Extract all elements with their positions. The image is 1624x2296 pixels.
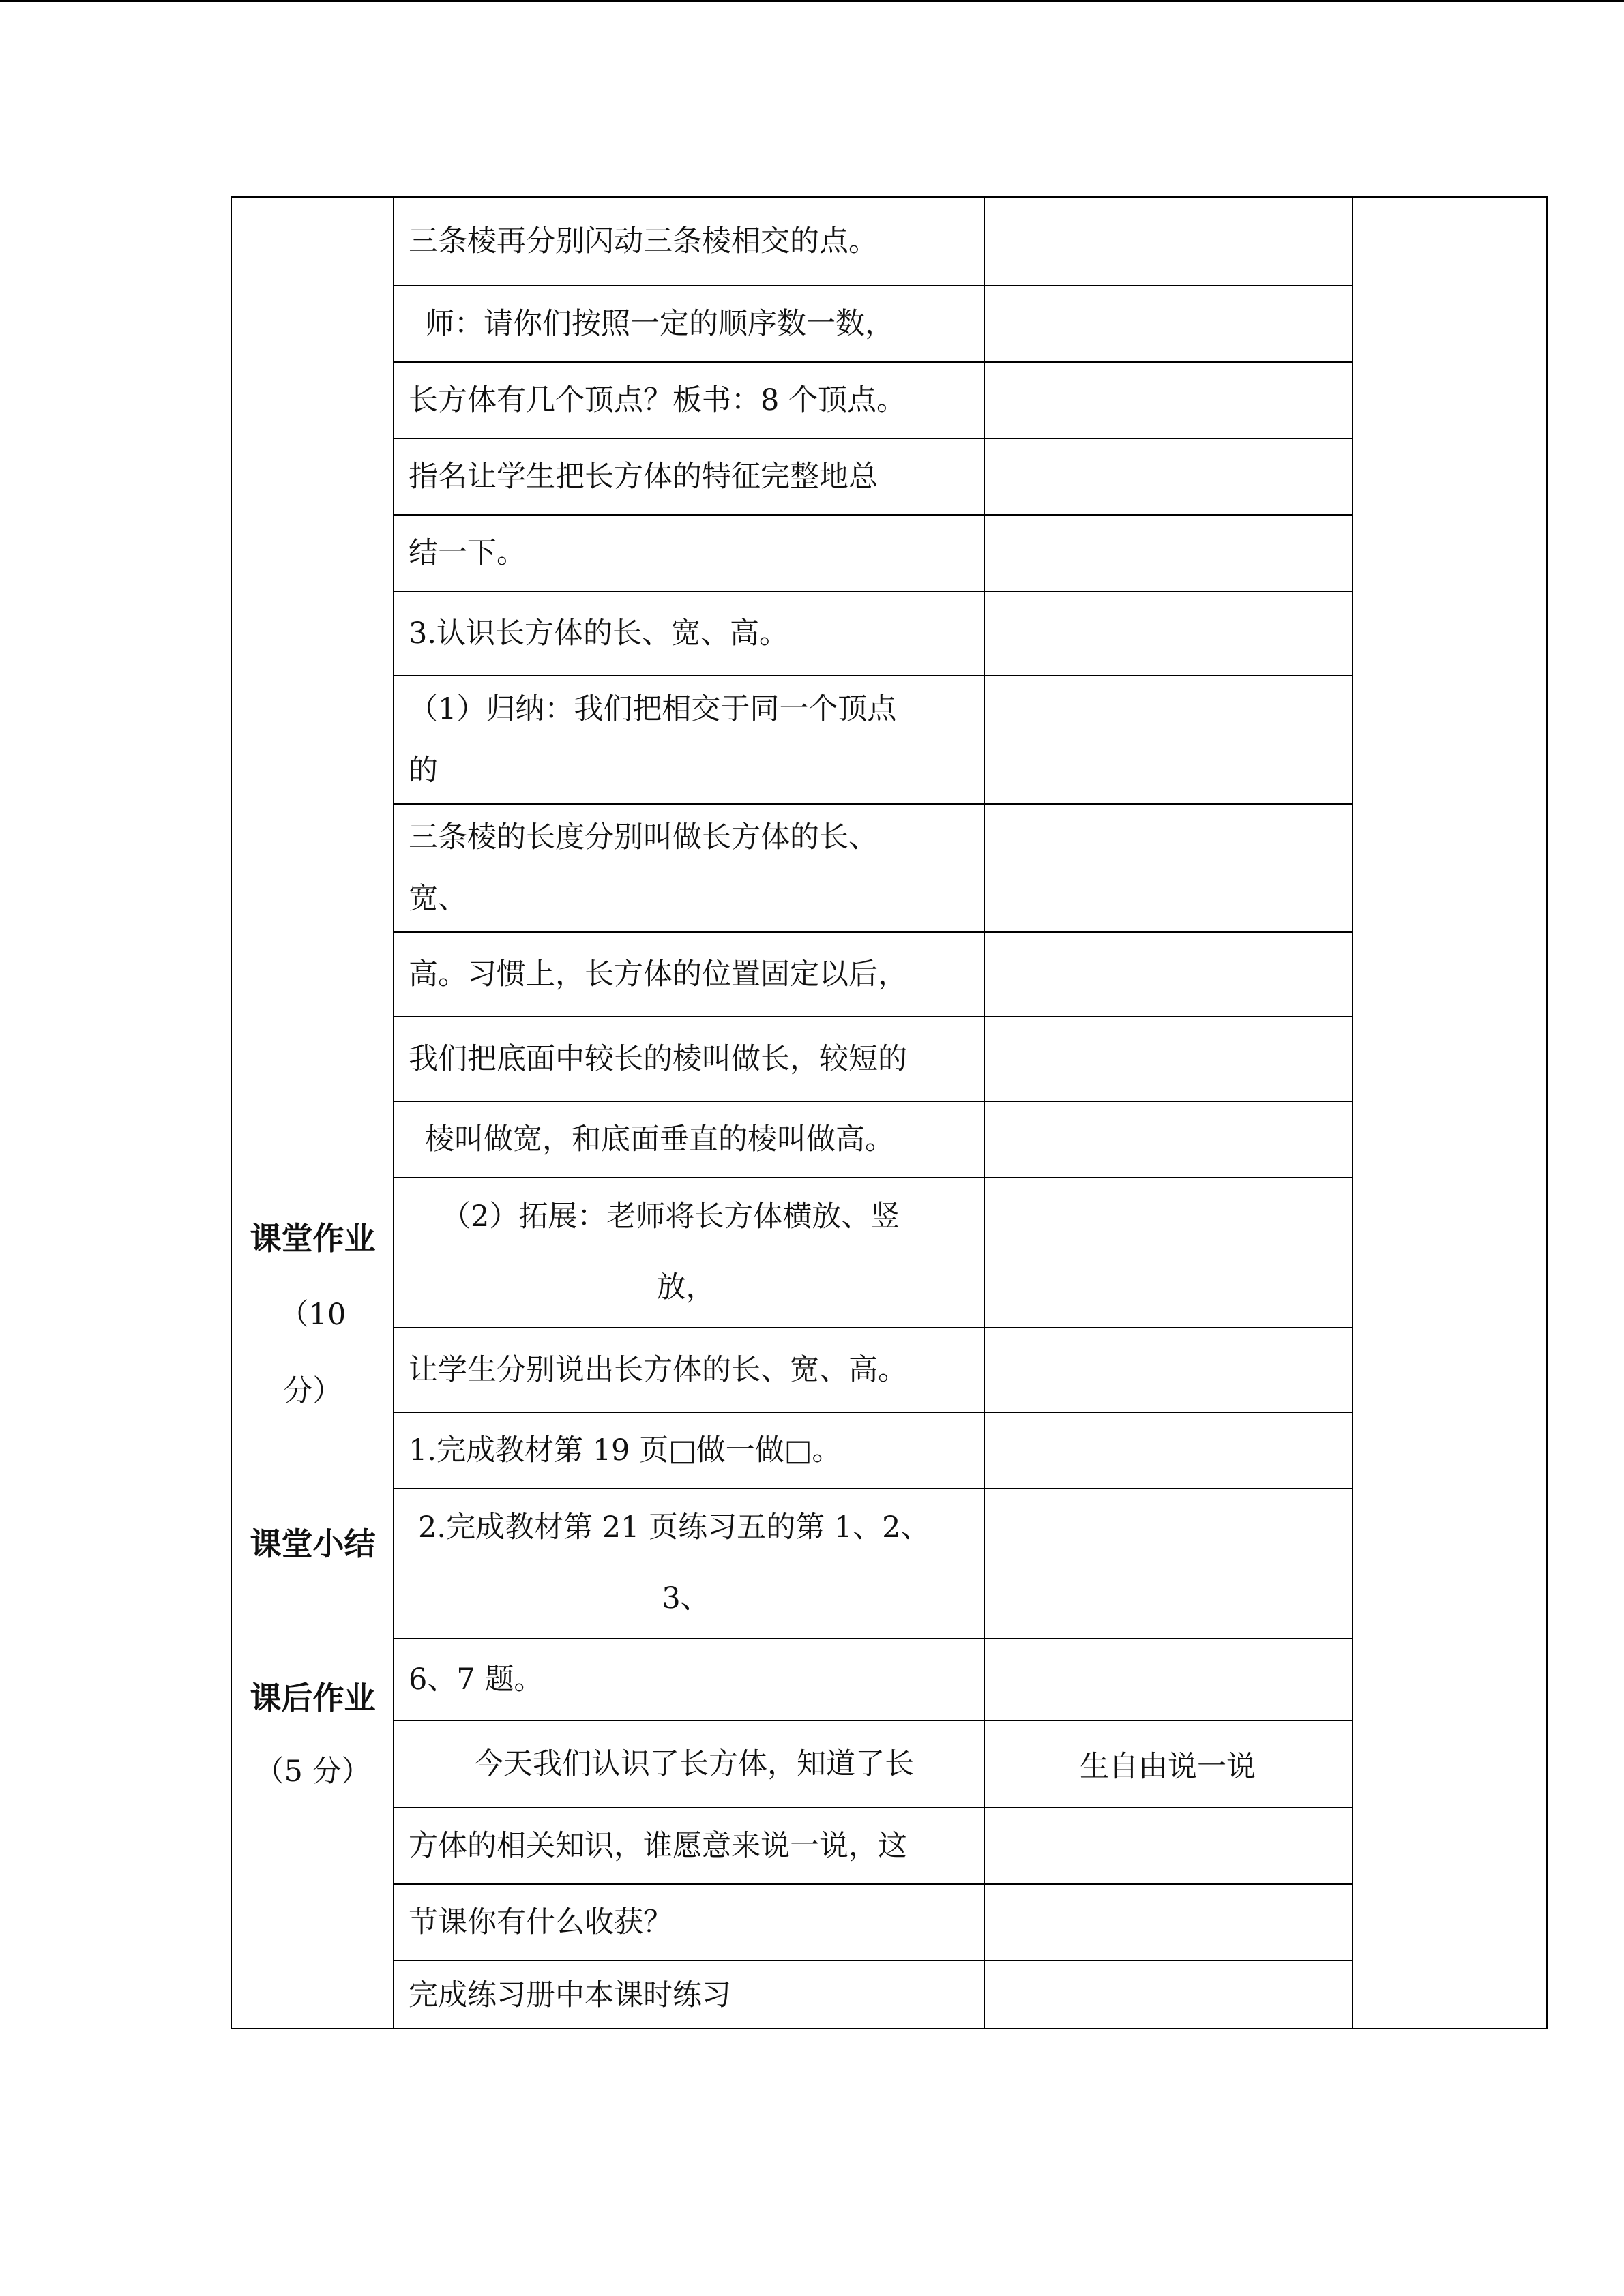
row-text: 6、7 题。 [409, 1663, 544, 1697]
table-row [394, 1720, 1352, 1807]
row-text: 长方体有几个顶点？板书：8 个顶点。 [409, 383, 906, 417]
table-row [394, 198, 1352, 285]
section-labels [232, 198, 394, 2028]
table-row [394, 931, 1352, 1016]
row-text: 棱叫做宽，和底面垂直的棱叫做高。 [425, 1122, 894, 1157]
row-text: 高。习惯上，长方体的位置固定以后， [409, 957, 907, 992]
row-text: （1）归纳：我们把相交于同一个顶点 [409, 692, 897, 726]
table-row [394, 591, 1352, 675]
row-text: 完成练习册中本课时练习 [409, 1978, 731, 2012]
table-row [394, 438, 1352, 514]
column-divider [1352, 198, 1353, 2028]
row-text-continued: 放， [656, 1270, 715, 1304]
row-note [984, 805, 1352, 931]
row-note [984, 363, 1352, 438]
table-row [394, 1412, 1352, 1488]
table-row [394, 675, 1352, 803]
label-homework: 课后作业 [250, 1680, 376, 1716]
table-row [394, 1638, 1352, 1720]
label-summary: 课堂小结 [250, 1525, 376, 1562]
row-text: 今天我们认识了长方体，知道了长 [474, 1747, 914, 1781]
row-note [984, 1102, 1352, 1177]
row-note [984, 286, 1352, 361]
row-note [984, 439, 1352, 514]
table-row [394, 1488, 1352, 1638]
row-note [984, 1328, 1352, 1412]
table-row [394, 803, 1352, 931]
row-note [984, 1885, 1352, 1960]
row-note [984, 592, 1352, 675]
row-text: 三条棱再分别闪动三条棱相交的点。 [409, 224, 878, 258]
row-text-continued: 的 [409, 754, 438, 788]
row-note [984, 1808, 1352, 1883]
row-text: 方体的相关知识，谁愿意来说一说，这 [409, 1829, 907, 1863]
row-note [984, 198, 1352, 285]
row-text: 结一下。 [409, 536, 526, 570]
row-text: 指名让学生把长方体的特征完整地总 [409, 460, 878, 494]
row-text-block [394, 805, 984, 931]
row-text: 2.完成教材第 21 页练习五的第 1、2、 [418, 1510, 930, 1545]
label-classwork-score-a: （10 [279, 1298, 346, 1332]
row-note [984, 1178, 1352, 1327]
row-text: 我们把底面中较长的棱叫做长，较短的 [409, 1042, 907, 1076]
row-text-continued: 宽、 [409, 882, 467, 916]
row-note [984, 516, 1352, 591]
row-note: 生自由说一说 [1080, 1749, 1256, 1784]
table-row [394, 1101, 1352, 1177]
lesson-plan-table [231, 196, 1548, 2029]
row-note [984, 1413, 1352, 1488]
row-text-block [394, 1489, 984, 1638]
row-text: 1.完成教材第 19 页□做一做□。 [409, 1433, 842, 1467]
table-row [394, 1807, 1352, 1883]
table-row [394, 1883, 1352, 1960]
table-row [394, 1960, 1352, 2029]
label-classwork: 课堂作业 [250, 1220, 376, 1257]
row-text: 三条棱的长度分别叫做长方体的长、 [409, 820, 878, 854]
table-row [394, 285, 1352, 361]
row-note [984, 1017, 1352, 1101]
row-note [984, 1961, 1352, 2029]
table-row [394, 1177, 1352, 1327]
row-text-continued: 3、 [662, 1581, 710, 1615]
label-homework-score: （5 分） [254, 1755, 371, 1789]
table-row [394, 514, 1352, 591]
table-row [394, 361, 1352, 438]
row-text: 让学生分别说出长方体的长、宽、高。 [409, 1353, 907, 1387]
row-text: （2）拓展：老师将长方体横放、竖 [441, 1199, 900, 1234]
table-row [394, 1327, 1352, 1412]
row-text: 节课你有什么收获？ [409, 1905, 673, 1939]
row-text: 师：请你们按照一定的顺序数一数， [425, 307, 894, 341]
label-classwork-score-b: 分） [283, 1374, 342, 1408]
row-note [984, 1639, 1352, 1720]
row-note [984, 933, 1352, 1016]
row-note [984, 676, 1352, 803]
table-row [394, 1016, 1352, 1101]
row-text-block [394, 676, 984, 803]
row-note [984, 1489, 1352, 1638]
row-text-block [394, 1178, 984, 1327]
top-border-line [0, 0, 1624, 2]
row-text: 3.认识长方体的长、宽、高。 [409, 616, 789, 651]
